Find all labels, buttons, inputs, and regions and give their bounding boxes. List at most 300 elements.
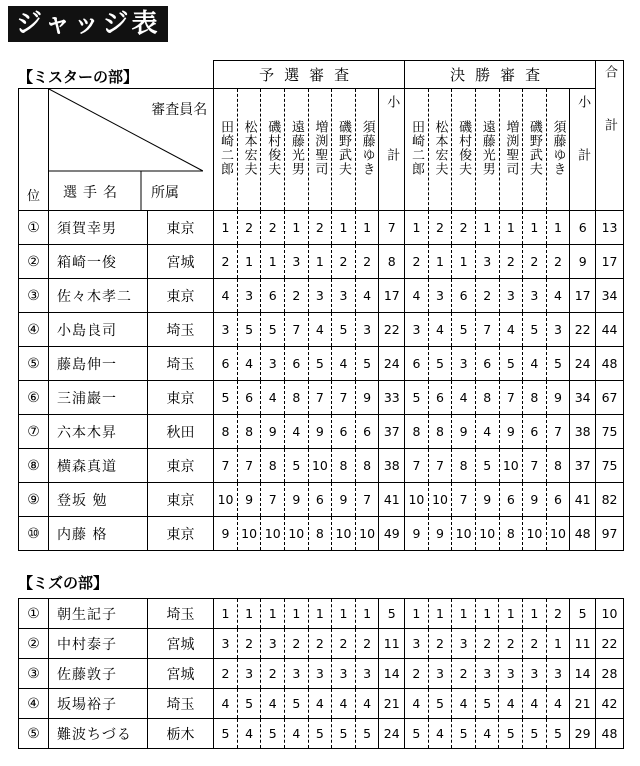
prelim-subtotal: 37: [379, 415, 405, 449]
final-score: 6: [499, 483, 523, 517]
prelim-subtotal: 5: [379, 599, 405, 629]
final-score: 5: [428, 689, 452, 719]
contestant-name: 坂場裕子: [49, 689, 148, 719]
prelim-score: 5: [285, 689, 309, 719]
final-score: 9: [523, 483, 547, 517]
contestant-name: 横森真道: [49, 449, 148, 483]
final-score: 7: [452, 483, 476, 517]
prelim-score: 4: [355, 689, 379, 719]
final-score: 5: [452, 313, 476, 347]
final-score: 8: [523, 381, 547, 415]
final-judge-5: [499, 89, 523, 211]
prelim-score: 7: [355, 483, 379, 517]
prelim-score: 1: [285, 599, 309, 629]
final-subtotal: 6: [570, 211, 596, 245]
prelim-subtotal: 17: [379, 279, 405, 313]
final-score: 1: [428, 245, 452, 279]
final-score: 5: [405, 381, 429, 415]
judge-name: 遠藤光男: [288, 119, 304, 176]
prelim-subtotal: 21: [379, 689, 405, 719]
final-score: 8: [499, 517, 523, 551]
prelim-score: 2: [308, 629, 332, 659]
final-subtotal-header: [570, 89, 596, 211]
contestant-row: [19, 629, 624, 659]
final-score: 10: [499, 449, 523, 483]
total-score: 82: [596, 483, 624, 517]
prelim-score: 5: [355, 719, 379, 749]
pref-label: 所属: [151, 185, 180, 201]
final-score: 3: [405, 629, 429, 659]
prelim-score: 6: [261, 279, 285, 313]
miss-section-title: 【ミズの部】: [18, 574, 109, 592]
prelim-score: 4: [285, 415, 309, 449]
name-label: 選手名: [63, 185, 124, 201]
prelim-score: 3: [308, 659, 332, 689]
final-score: 10: [523, 517, 547, 551]
rank-cell: ②: [19, 629, 49, 659]
final-score: 4: [452, 381, 476, 415]
prelim-score: 6: [214, 347, 238, 381]
final-score: 6: [428, 381, 452, 415]
final-score: 6: [546, 483, 570, 517]
prelim-score: 1: [214, 211, 238, 245]
rank-cell: ③: [19, 659, 49, 689]
rank-cell: ①: [19, 599, 49, 629]
prelim-score: 6: [332, 415, 356, 449]
final-score: 7: [475, 313, 499, 347]
final-score: 2: [475, 629, 499, 659]
contestant-row: [19, 599, 624, 629]
contestant-row: [19, 211, 624, 245]
prelim-score: 3: [214, 313, 238, 347]
final-score: 3: [499, 659, 523, 689]
final-score: 5: [475, 449, 499, 483]
prelim-score: 8: [214, 415, 238, 449]
final-score: 2: [499, 245, 523, 279]
prelim-score: 4: [308, 313, 332, 347]
prefecture: 宮城: [147, 659, 214, 689]
prelim-subtotal: 8: [379, 245, 405, 279]
final-score: 5: [428, 347, 452, 381]
judge-name: 増渕聖司: [503, 119, 519, 176]
final-score: 2: [452, 659, 476, 689]
final-score: 7: [523, 449, 547, 483]
prelim-score: 2: [355, 245, 379, 279]
prelim-score: 8: [285, 381, 309, 415]
prelim-subtotal: 24: [379, 719, 405, 749]
prelim-score: 2: [285, 629, 309, 659]
prelim-score: 2: [261, 211, 285, 245]
prelim-score: 3: [355, 659, 379, 689]
rank-cell: ④: [19, 313, 49, 347]
contestant-name: 佐々木孝二: [49, 279, 148, 313]
total-score: 75: [596, 415, 624, 449]
final-subtotal: 24: [570, 347, 596, 381]
prelim-score: 9: [237, 483, 261, 517]
contestant-row: [19, 659, 624, 689]
prelim-score: 1: [261, 599, 285, 629]
judge-name: 松本宏夫: [432, 119, 448, 176]
prelim-score: 4: [237, 347, 261, 381]
prelim-score: 10: [332, 517, 356, 551]
prelim-score: 4: [308, 689, 332, 719]
final-score: 3: [428, 659, 452, 689]
rank-header: [19, 89, 49, 211]
final-judge-2: [428, 89, 452, 211]
final-score: 5: [499, 347, 523, 381]
total-score: 22: [596, 629, 624, 659]
prelim-score: 1: [261, 245, 285, 279]
final-score: 1: [546, 629, 570, 659]
judge-name: 磯村俊夫: [265, 119, 281, 176]
contestant-name: 箱崎一俊: [49, 245, 148, 279]
final-score: 10: [405, 483, 429, 517]
prefecture: 東京: [147, 483, 214, 517]
final-score: 2: [405, 659, 429, 689]
contestant-row: [19, 719, 624, 749]
final-score: 10: [452, 517, 476, 551]
judge-name: 田崎二郎: [218, 119, 234, 176]
judge-name: 須藤ゆき: [550, 119, 566, 176]
prelim-score: 5: [261, 719, 285, 749]
final-score: 1: [475, 599, 499, 629]
contestant-row: [19, 449, 624, 483]
prelim-score: 3: [261, 629, 285, 659]
rank-cell: ⑨: [19, 483, 49, 517]
prelim-score: 2: [285, 279, 309, 313]
prefecture: 東京: [147, 449, 214, 483]
prelim-score: 4: [261, 381, 285, 415]
prelim-score: 1: [355, 599, 379, 629]
prelim-score: 1: [214, 599, 238, 629]
final-subtotal: 21: [570, 689, 596, 719]
prelim-score: 9: [308, 415, 332, 449]
contestant-name: 三浦巖一: [49, 381, 148, 415]
prelim-judge-6: [332, 89, 356, 211]
final-score: 1: [499, 211, 523, 245]
prelim-score: 3: [237, 279, 261, 313]
final-score: 5: [452, 719, 476, 749]
final-score: 1: [523, 211, 547, 245]
contestant-name: 佐藤敦子: [49, 659, 148, 689]
final-score: 3: [475, 245, 499, 279]
prelim-score: 10: [237, 517, 261, 551]
rank-cell: ⑤: [19, 347, 49, 381]
prelim-subtotal: 49: [379, 517, 405, 551]
final-judge-6: [523, 89, 547, 211]
prelim-score: 3: [355, 313, 379, 347]
total-header: [596, 61, 624, 211]
final-score: 6: [475, 347, 499, 381]
final-judge-7: [546, 89, 570, 211]
total-score: 34: [596, 279, 624, 313]
final-score: 4: [546, 689, 570, 719]
final-score: 1: [428, 599, 452, 629]
prelim-score: 5: [355, 347, 379, 381]
final-score: 5: [546, 347, 570, 381]
final-score: 10: [428, 483, 452, 517]
prelim-score: 10: [214, 483, 238, 517]
final-score: 1: [452, 599, 476, 629]
prelim-score: 4: [355, 279, 379, 313]
prelim-group-header: 予選審査: [214, 61, 405, 89]
contestant-name: 須賀幸男: [49, 211, 148, 245]
prelim-score: 5: [261, 313, 285, 347]
final-group-header: 決勝審査: [405, 61, 596, 89]
prelim-score: 3: [214, 629, 238, 659]
final-score: 3: [546, 659, 570, 689]
total-score: 48: [596, 719, 624, 749]
prelim-score: 3: [285, 245, 309, 279]
contestant-name: 中村泰子: [49, 629, 148, 659]
prefecture: 東京: [147, 211, 214, 245]
rank-cell: ①: [19, 211, 49, 245]
rank-cell: ⑤: [19, 719, 49, 749]
final-score: 4: [499, 689, 523, 719]
final-score: 4: [523, 689, 547, 719]
final-subtotal: 22: [570, 313, 596, 347]
prelim-score: 5: [214, 381, 238, 415]
prelim-score: 9: [214, 517, 238, 551]
judge-name: 磯村俊夫: [456, 119, 472, 176]
final-score: 10: [475, 517, 499, 551]
final-score: 3: [452, 629, 476, 659]
prelim-judge-1: [214, 89, 238, 211]
final-score: 5: [499, 719, 523, 749]
final-score: 9: [452, 415, 476, 449]
prelim-score: 7: [214, 449, 238, 483]
prelim-score: 4: [214, 689, 238, 719]
final-score: 5: [523, 313, 547, 347]
prelim-score: 5: [214, 719, 238, 749]
prelim-score: 7: [237, 449, 261, 483]
final-score: 2: [523, 629, 547, 659]
final-score: 5: [523, 719, 547, 749]
final-score: 4: [405, 279, 429, 313]
judge-name: 磯野武夫: [336, 119, 351, 176]
final-score: 7: [405, 449, 429, 483]
prefecture: 東京: [147, 517, 214, 551]
final-score: 6: [523, 415, 547, 449]
prefecture: 埼玉: [147, 599, 214, 629]
prelim-score: 8: [308, 517, 332, 551]
prelim-score: 10: [355, 517, 379, 551]
judge-name: 松本宏夫: [241, 119, 257, 176]
prelim-score: 2: [355, 629, 379, 659]
prelim-score: 9: [332, 483, 356, 517]
final-score: 4: [523, 347, 547, 381]
final-score: 2: [499, 629, 523, 659]
prelim-score: 3: [261, 347, 285, 381]
prelim-subtotal: 7: [379, 211, 405, 245]
final-score: 8: [546, 449, 570, 483]
prefecture: 秋田: [147, 415, 214, 449]
prelim-score: 6: [355, 415, 379, 449]
prelim-score: 1: [237, 599, 261, 629]
contestant-name: 藤島伸一: [49, 347, 148, 381]
final-score: 5: [475, 689, 499, 719]
prelim-score: 3: [308, 279, 332, 313]
total-score: 48: [596, 347, 624, 381]
diagonal-header: [49, 89, 214, 211]
prelim-score: 9: [261, 415, 285, 449]
mister-judge-table: [18, 60, 624, 551]
final-judge-4: [475, 89, 499, 211]
prelim-score: 10: [261, 517, 285, 551]
final-score: 1: [546, 211, 570, 245]
judge-name: 磯野武夫: [526, 119, 542, 176]
prelim-score: 8: [261, 449, 285, 483]
rank-header-label: 位: [27, 189, 41, 204]
prelim-score: 2: [308, 211, 332, 245]
final-subtotal-label: 小計: [575, 94, 591, 201]
prelim-subtotal-label: 小計: [384, 94, 400, 201]
prefecture: 東京: [147, 381, 214, 415]
prelim-score: 9: [285, 483, 309, 517]
final-score: 6: [452, 279, 476, 313]
prelim-score: 2: [332, 629, 356, 659]
prelim-subtotal: 14: [379, 659, 405, 689]
final-subtotal: 29: [570, 719, 596, 749]
final-score: 2: [475, 279, 499, 313]
final-score: 1: [405, 599, 429, 629]
prelim-score: 4: [214, 279, 238, 313]
judges-label: 審査員名: [151, 102, 208, 118]
prelim-score: 1: [332, 211, 356, 245]
final-subtotal: 5: [570, 599, 596, 629]
final-score: 2: [428, 211, 452, 245]
total-score: 17: [596, 245, 624, 279]
contestant-name: 内藤 格: [49, 517, 148, 551]
final-score: 4: [405, 689, 429, 719]
final-score: 3: [523, 279, 547, 313]
total-score: 10: [596, 599, 624, 629]
prefecture: 宮城: [147, 245, 214, 279]
judge-name: 田崎二郎: [408, 119, 424, 176]
contestant-name: 小島良司: [49, 313, 148, 347]
final-score: 4: [452, 689, 476, 719]
prelim-subtotal-header: [379, 89, 405, 211]
final-score: 3: [405, 313, 429, 347]
total-score: 75: [596, 449, 624, 483]
final-score: 4: [428, 719, 452, 749]
final-subtotal: 41: [570, 483, 596, 517]
final-score: 3: [452, 347, 476, 381]
prelim-score: 7: [261, 483, 285, 517]
rank-cell: ⑩: [19, 517, 49, 551]
prelim-judge-5: [308, 89, 332, 211]
judge-name: 遠藤光男: [479, 119, 495, 176]
final-score: 3: [546, 313, 570, 347]
prelim-score: 1: [355, 211, 379, 245]
miss-judge-table: [18, 598, 624, 749]
total-score: 67: [596, 381, 624, 415]
prelim-score: 4: [332, 347, 356, 381]
prefecture: 埼玉: [147, 689, 214, 719]
rank-cell: ④: [19, 689, 49, 719]
contestant-row: [19, 483, 624, 517]
prelim-score: 2: [214, 659, 238, 689]
prelim-score: 6: [285, 347, 309, 381]
final-score: 2: [405, 245, 429, 279]
final-score: 2: [523, 245, 547, 279]
final-score: 7: [546, 415, 570, 449]
prelim-score: 6: [237, 381, 261, 415]
final-score: 2: [546, 599, 570, 629]
total-score: 42: [596, 689, 624, 719]
prefecture: 東京: [147, 279, 214, 313]
final-score: 6: [405, 347, 429, 381]
final-subtotal: 34: [570, 381, 596, 415]
prelim-score: 6: [308, 483, 332, 517]
prelim-score: 4: [237, 719, 261, 749]
prelim-score: 7: [308, 381, 332, 415]
final-score: 3: [428, 279, 452, 313]
rank-cell: ②: [19, 245, 49, 279]
final-score: 3: [499, 279, 523, 313]
judge-name: 須藤ゆき: [359, 119, 375, 176]
final-score: 3: [475, 659, 499, 689]
prelim-score: 4: [332, 689, 356, 719]
final-subtotal: 11: [570, 629, 596, 659]
prelim-subtotal: 24: [379, 347, 405, 381]
final-score: 8: [405, 415, 429, 449]
prelim-score: 10: [285, 517, 309, 551]
final-score: 9: [499, 415, 523, 449]
final-score: 10: [546, 517, 570, 551]
prelim-score: 10: [308, 449, 332, 483]
prelim-score: 5: [308, 347, 332, 381]
prelim-score: 3: [237, 659, 261, 689]
contestant-row: [19, 517, 624, 551]
prelim-subtotal: 11: [379, 629, 405, 659]
final-score: 2: [428, 629, 452, 659]
prelim-score: 1: [308, 599, 332, 629]
final-score: 1: [475, 211, 499, 245]
final-score: 5: [405, 719, 429, 749]
final-score: 9: [475, 483, 499, 517]
final-score: 9: [405, 517, 429, 551]
final-score: 4: [428, 313, 452, 347]
contestant-row: [19, 381, 624, 415]
prelim-score: 5: [285, 449, 309, 483]
contestant-name: 六本木昇: [49, 415, 148, 449]
prelim-subtotal: 22: [379, 313, 405, 347]
final-score: 8: [475, 381, 499, 415]
contestant-name: 朝生記子: [49, 599, 148, 629]
prelim-score: 1: [285, 211, 309, 245]
prefecture: 栃木: [147, 719, 214, 749]
final-score: 7: [428, 449, 452, 483]
total-score: 13: [596, 211, 624, 245]
prelim-score: 1: [237, 245, 261, 279]
prelim-score: 2: [261, 659, 285, 689]
rank-cell: ⑦: [19, 415, 49, 449]
final-score: 4: [499, 313, 523, 347]
prelim-score: 8: [237, 415, 261, 449]
final-score: 4: [475, 719, 499, 749]
prelim-score: 4: [261, 689, 285, 719]
contestant-row: [19, 313, 624, 347]
final-score: 1: [499, 599, 523, 629]
final-score: 7: [499, 381, 523, 415]
prelim-score: 2: [237, 629, 261, 659]
prelim-score: 8: [332, 449, 356, 483]
prelim-score: 2: [214, 245, 238, 279]
contestant-row: [19, 245, 624, 279]
final-score: 1: [405, 211, 429, 245]
prelim-judge-3: [261, 89, 285, 211]
